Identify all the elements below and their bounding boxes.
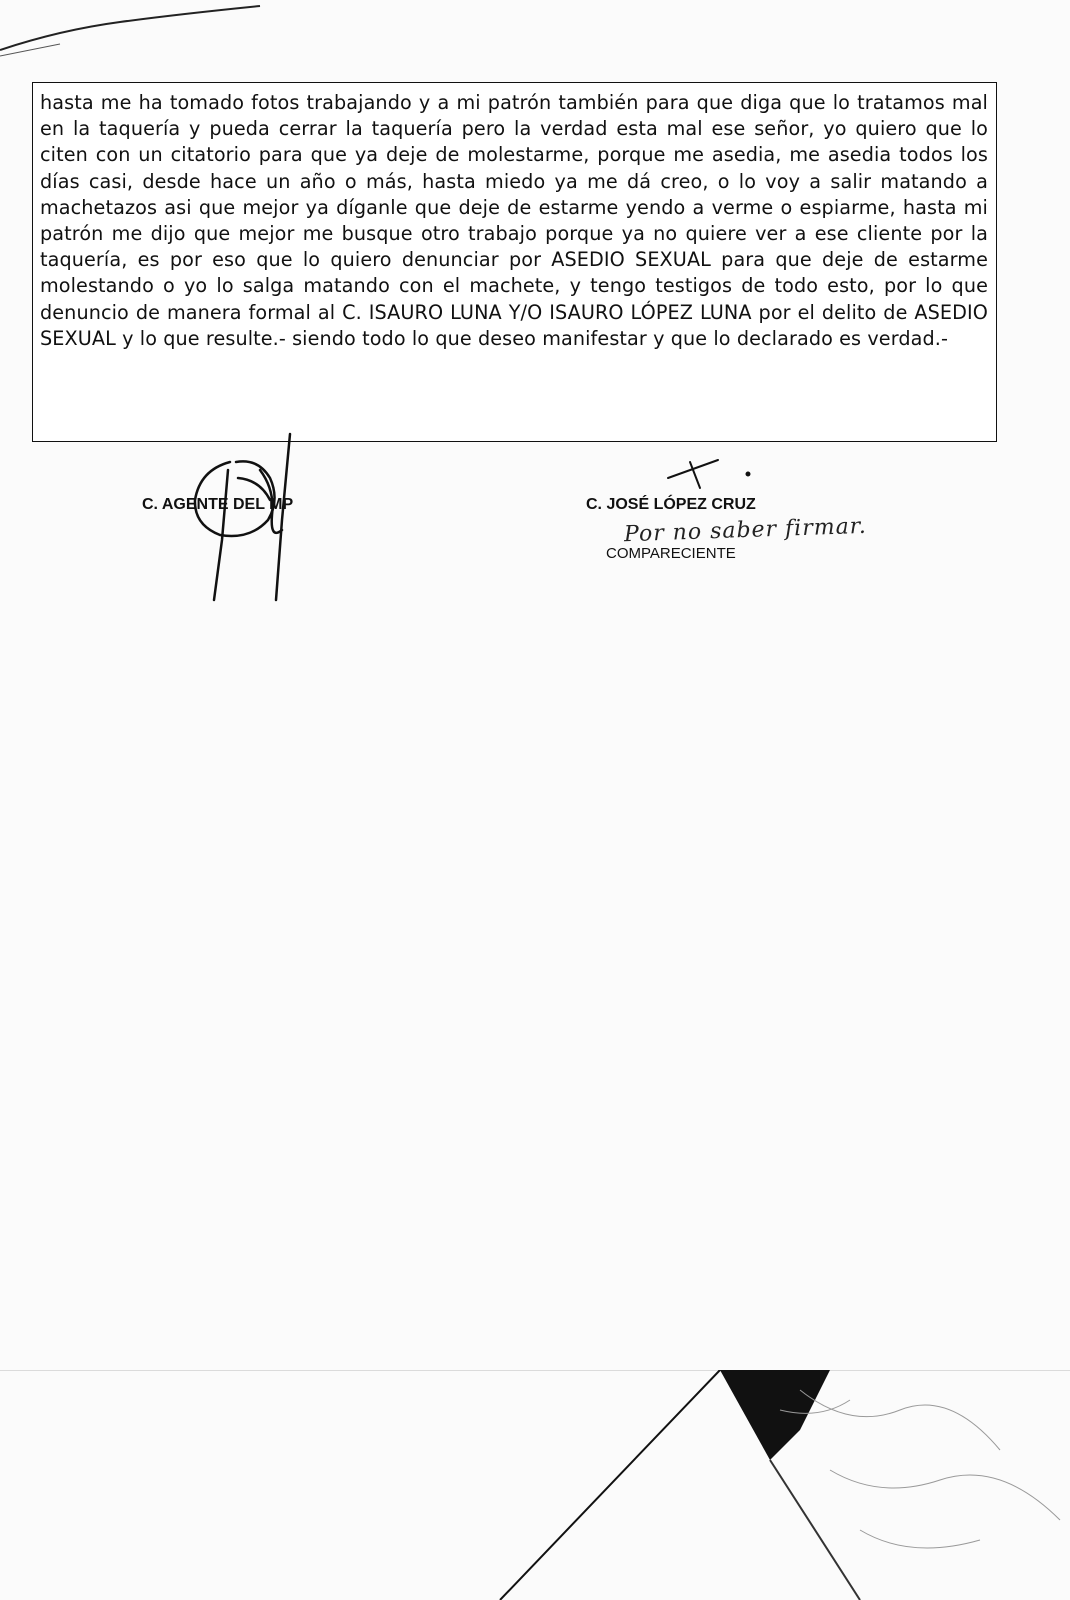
- handwritten-note: Por no saber firmar.: [623, 513, 868, 548]
- agent-signature-label: C. AGENTE DEL MP: [142, 496, 294, 513]
- compareciente-role: COMPARECIENTE: [606, 545, 736, 562]
- statement-text: hasta me ha tomado fotos trabajando y a mi patrón también para que diga que lo tratamos mal en la taquería y pueda cerrar la taquería pero la verdad esta mal ese señor, yo quiero que lo citen con un citatorio para que ya deje de molestarme, porque me asedia, me asedia todos los días casi, desde hace un año o más, hasta miedo ya me dá creo, o lo voy a salir matando a machetazos asi que mejor ya díganle que deje de estarme yendo a verme o espiarme, hasta mi patrón me dijo que mejor me busque otro trabajo porque ya no quiere ver a ese cliente por la taquería, es por eso que lo quiero denunciar por ASEDIO SEXUAL para que deje de estarme molestando o yo lo salga matando con el machete, y tengo testigos de todo esto, por lo que denuncio de manera formal al C. ISAURO LUNA Y/O ISAURO LÓPEZ LUNA por el delito de ASEDIO SEXUAL y lo que resulte.- siendo todo lo que deseo manifestar y que lo declarado es verdad.-: [40, 91, 988, 350]
- scan-edge-top: [0, 0, 1070, 70]
- scan-bottom-edge: [0, 1370, 1070, 1600]
- compareciente-name: C. JOSÉ LÓPEZ CRUZ: [586, 496, 756, 513]
